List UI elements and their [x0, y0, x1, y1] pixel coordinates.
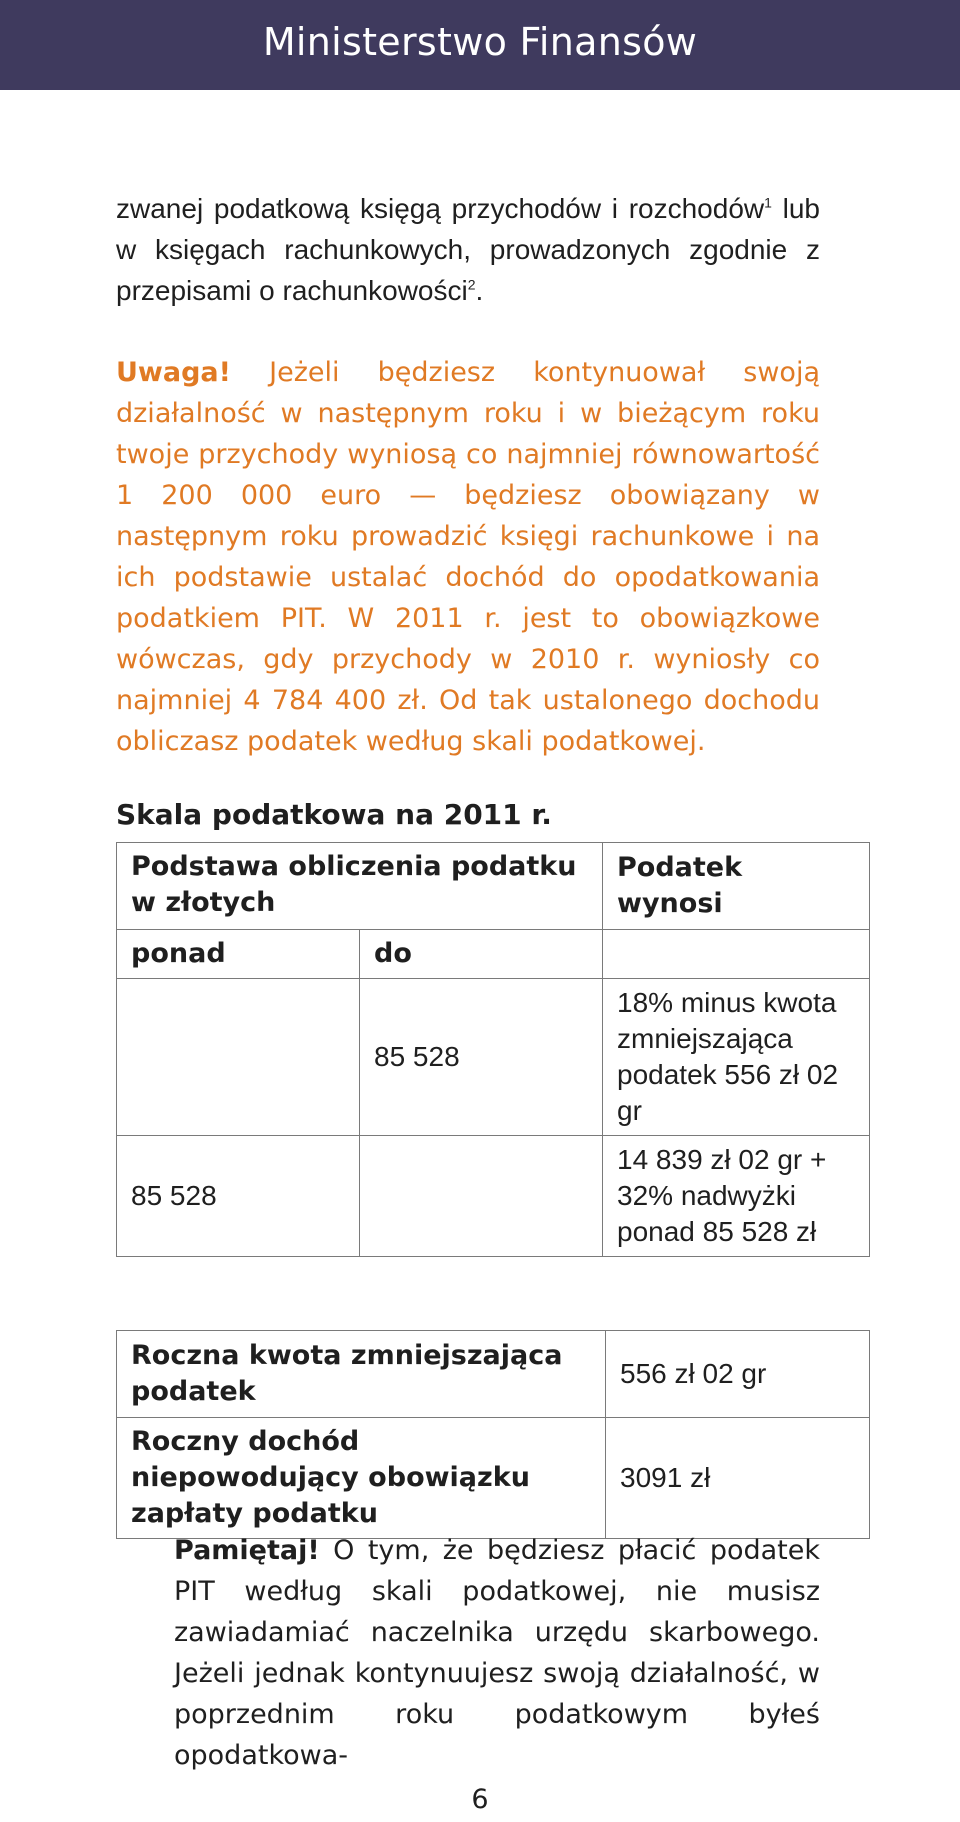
row2-tax-cell: 14 839 zł 02 gr + 32% nadwyżki ponad 85 528 zł	[603, 1136, 870, 1257]
page-header	[0, 0, 960, 90]
annual-reduction-label: Roczna kwota zmniejszająca podatek	[117, 1331, 606, 1418]
row2-to-cell	[360, 1136, 603, 1257]
annual-reduction-value: 556 zł 02 gr	[606, 1331, 870, 1418]
warning-paragraph	[116, 352, 820, 762]
warning-label: Uwaga!	[116, 357, 231, 388]
remember-text: O tym, że będziesz płacić podatek PIT według skali podatkowej, nie musisz zawiadamiać naczelnika urzędu skarbowego. Jeżeli jednak kontynuujesz swoją działalność, w poprzednim roku podatkowym byłeś opodatkowa-	[174, 1535, 820, 1771]
intro-paragraph	[116, 188, 820, 311]
tax-scale-title: Skala podatkowa na 2011 r.	[116, 798, 552, 831]
empty-cell	[603, 930, 870, 979]
row1-tax-cell: 18% minus kwota zmniejszająca podatek 556 zł 02 gr	[603, 979, 870, 1136]
table-header-row	[117, 843, 870, 930]
page-number: 6	[471, 1784, 489, 1815]
header-base-cell: Podstawa obliczenia podatku w złotych	[117, 843, 603, 930]
tax-scale-table	[116, 842, 870, 1257]
table-row	[117, 1418, 870, 1539]
table-row	[117, 1136, 870, 1257]
table-row	[117, 1331, 870, 1418]
row1-to-cell: 85 528	[360, 979, 603, 1136]
footnote-ref-2[interactable]: 2	[467, 276, 476, 293]
col-to-header: do	[360, 930, 603, 979]
header-tax-cell: Podatek wynosi	[603, 843, 870, 930]
annual-amounts-table	[116, 1330, 870, 1539]
row2-over-cell: 85 528	[117, 1136, 360, 1257]
intro-text-b: lub w księgach rachunkowych, prowadzonych zgodnie z przepisami o rachunkowości	[116, 193, 820, 306]
remember-paragraph	[174, 1530, 820, 1776]
remember-label: Pamiętaj!	[174, 1535, 320, 1566]
warning-text: Jeżeli będziesz kontynuował swoją działalność w następnym roku i w bieżącym roku twoje przychody wyniosą co najmniej równowartość 1 200 000 euro — będziesz obowiązany w następnym roku prowadzić księgi rachunkowe i na ich podstawie ustalać dochód do opodatkowania podatkiem PIT. W 2011 r. jest to obowiązkowe wówczas, gdy przychody w 2010 r. wyniosły co najmniej 4 784 400 zł. Od tak ustalonego dochodu obliczasz podatek według skali podatkowej.	[116, 357, 820, 757]
footnote-ref-1[interactable]: 1	[764, 194, 772, 211]
tax-free-income-value: 3091 zł	[606, 1418, 870, 1539]
table-row	[117, 979, 870, 1136]
table-subheader-row	[117, 930, 870, 979]
intro-text-a: zwanej podatkową księgą przychodów i rozchodów	[116, 193, 765, 224]
intro-text-c: .	[475, 275, 484, 306]
header-title: Ministerstwo Finansów	[262, 20, 698, 64]
col-over-header: ponad	[117, 930, 360, 979]
row1-over-cell	[117, 979, 360, 1136]
tax-free-income-label: Roczny dochód niepowodujący obowiązku zapłaty podatku	[117, 1418, 606, 1539]
